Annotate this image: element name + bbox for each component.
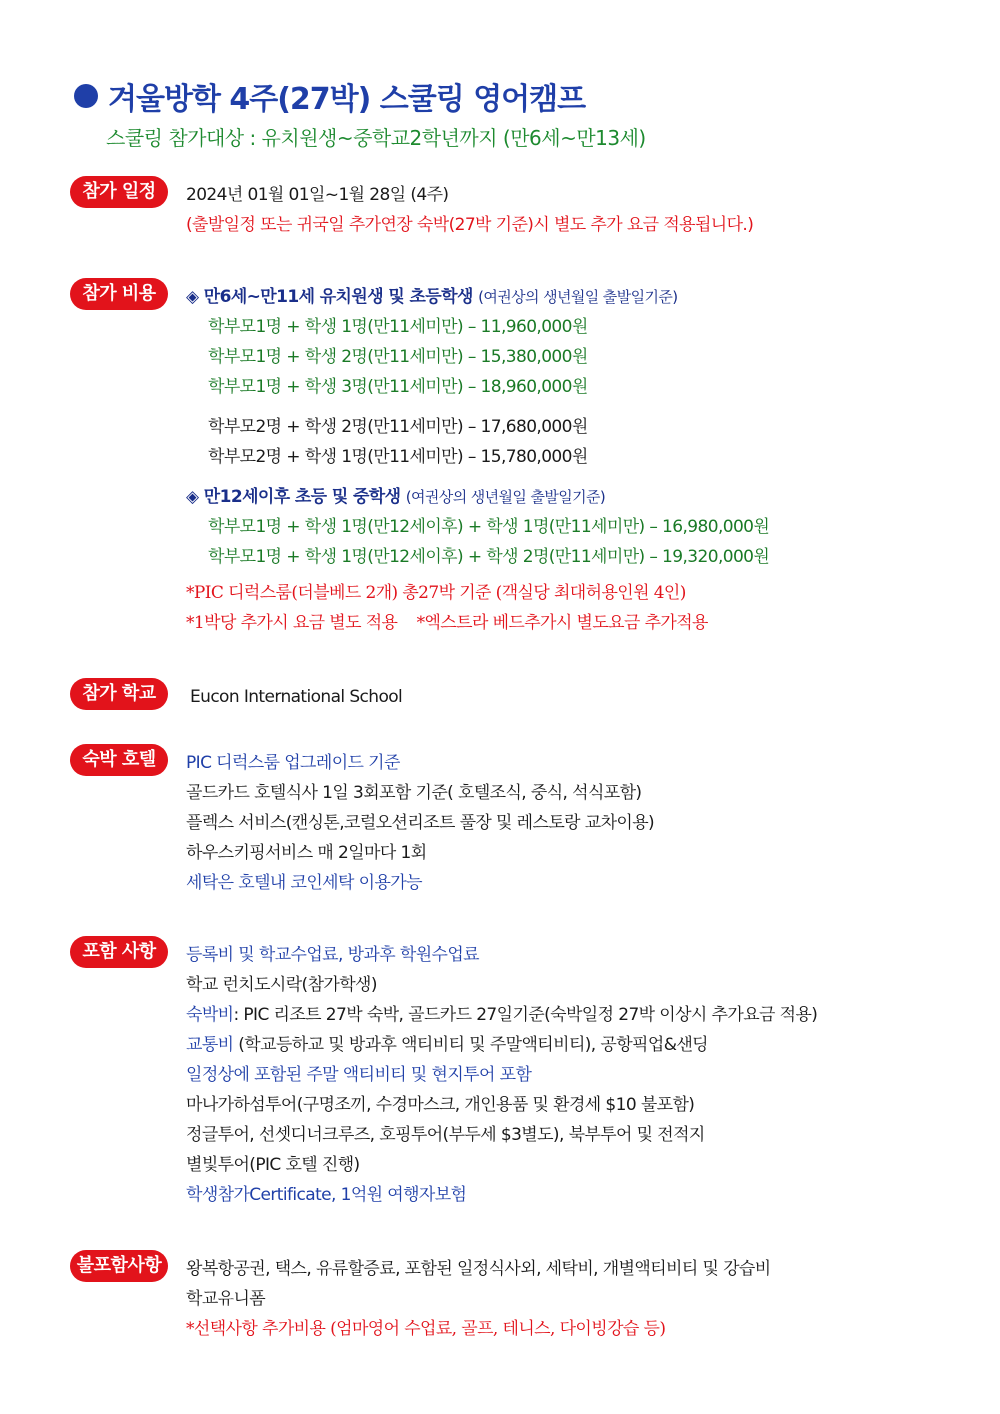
- cost-item: 학부모1명 + 학생 1명(만12세이후) + 학생 2명(만11세미만) – 19,320,000원: [208, 547, 770, 567]
- cost-group2-heading: [186, 482, 986, 512]
- included-badge: 포함 사항: [70, 936, 168, 968]
- cost-group1-heading-note: (여권상의 생년월일 출발일기준): [478, 288, 678, 306]
- cost-item: 학부모1명 + 학생 1명(만12세이후) + 학생 1명(만11세미만) – 16,980,000원: [208, 517, 770, 537]
- hotel-line: 골드카드 호텔식사 1일 3회포함 기준( 호텔조식, 중식, 석식포함): [186, 783, 642, 803]
- cost-group1-heading: [186, 282, 986, 312]
- included-line: 등록비 및 학교수업료, 방과후 학원수업료: [186, 945, 479, 965]
- excluded-line: *선택사항 추가비용 (엄마영어 수업료, 골프, 테니스, 다이빙강습 등): [186, 1319, 666, 1339]
- included-line: [186, 1000, 986, 1030]
- included-line-rest: (학교등하교 및 방과후 액티비티 및 주말액티비티), 공항픽업&샌딩: [233, 1035, 708, 1055]
- included-line: [186, 1030, 986, 1060]
- included-line-prefix: 교통비: [186, 1035, 234, 1055]
- included-line-prefix: 숙박비: [186, 1005, 234, 1025]
- included-line: 학생참가Certificate, 1억원 여행자보험: [186, 1185, 467, 1205]
- included-line: 일정상에 포함된 주말 액티비티 및 현지투어 포함: [186, 1065, 532, 1085]
- page-title: 겨울방학 4주(27박) 스쿨링 영어캠프: [108, 82, 586, 117]
- excluded-line: 왕복항공권, 택스, 유류할증료, 포함된 일정식사외, 세탁비, 개별액티비티 및 강습비: [186, 1259, 771, 1279]
- hotel-line: PIC 디럭스룸 업그레이드 기준: [186, 753, 400, 773]
- included-line: 정글투어, 선셋디너크루즈, 호핑투어(부두세 $3별도), 북부투어 및 전적지: [186, 1125, 705, 1145]
- hotel-badge: 숙박 호텔: [70, 744, 168, 776]
- included-line: 별빛투어(PIC 호텔 진행): [186, 1155, 360, 1175]
- schedule-note: (출발일정 또는 귀국일 추가연장 숙박(27박 기준)시 별도 추가 요금 적용됩니다.): [186, 215, 754, 235]
- schedule-badge: 참가 일정: [70, 176, 168, 208]
- excluded-line: 학교유니폼: [186, 1289, 266, 1309]
- cost-item: 학부모2명 + 학생 2명(만11세미만) – 17,680,000원: [208, 417, 588, 437]
- cost-item: 학부모2명 + 학생 1명(만11세미만) – 15,780,000원: [208, 447, 588, 467]
- cost-item: 학부모1명 + 학생 2명(만11세미만) – 15,380,000원: [208, 347, 588, 367]
- included-line: 마나가하섬투어(구명조끼, 수경마스크, 개인용품 및 환경세 $10 불포함): [186, 1095, 695, 1115]
- excluded-badge: 불포함사항: [70, 1250, 168, 1282]
- hotel-line: 세탁은 호텔내 코인세탁 이용가능: [186, 873, 422, 893]
- page-subtitle: 스쿨링 참가대상 : 유치원생~중학교2학년까지 (만6세~만13세): [106, 126, 646, 150]
- school-badge: 참가 학교: [70, 678, 168, 710]
- cost-note: *PIC 디럭스룸(더블베드 2개) 총27박 기준 (객실당 최대허용인원 4인): [186, 583, 686, 603]
- school-name: Eucon International School: [190, 687, 403, 707]
- cost-group2-heading-text: ◈ 만12세이후 초등 및 중학생: [186, 487, 401, 507]
- cost-group1-heading-text: ◈ 만6세~만11세 유치원생 및 초등학생: [186, 287, 473, 307]
- cost-note: *1박당 추가시 요금 별도 적용 *엑스트라 베드추가시 별도요금 추가적용: [186, 613, 708, 633]
- cost-badge: 참가 비용: [70, 278, 168, 310]
- schedule-date: 2024년 01월 01일~1월 28일 (4주): [186, 185, 449, 205]
- cost-item: 학부모1명 + 학생 1명(만11세미만) – 11,960,000원: [208, 317, 588, 337]
- cost-item: 학부모1명 + 학생 3명(만11세미만) – 18,960,000원: [208, 377, 588, 397]
- page-title-row: [74, 74, 585, 118]
- included-line-rest: : PIC 리조트 27박 숙박, 골드카드 27일기준(숙박일정 27박 이상시 추가요금 적용): [233, 1005, 818, 1025]
- hotel-line: 플렉스 서비스(캔싱톤,코럴오션리조트 풀장 및 레스토랑 교차이용): [186, 813, 655, 833]
- cost-group2-heading-note: (여권상의 생년월일 출발일기준): [405, 488, 606, 506]
- bullet-circle-icon: [74, 84, 98, 108]
- hotel-line: 하우스키핑서비스 매 2일마다 1회: [186, 843, 427, 863]
- included-line: 학교 런치도시락(참가학생): [186, 975, 377, 995]
